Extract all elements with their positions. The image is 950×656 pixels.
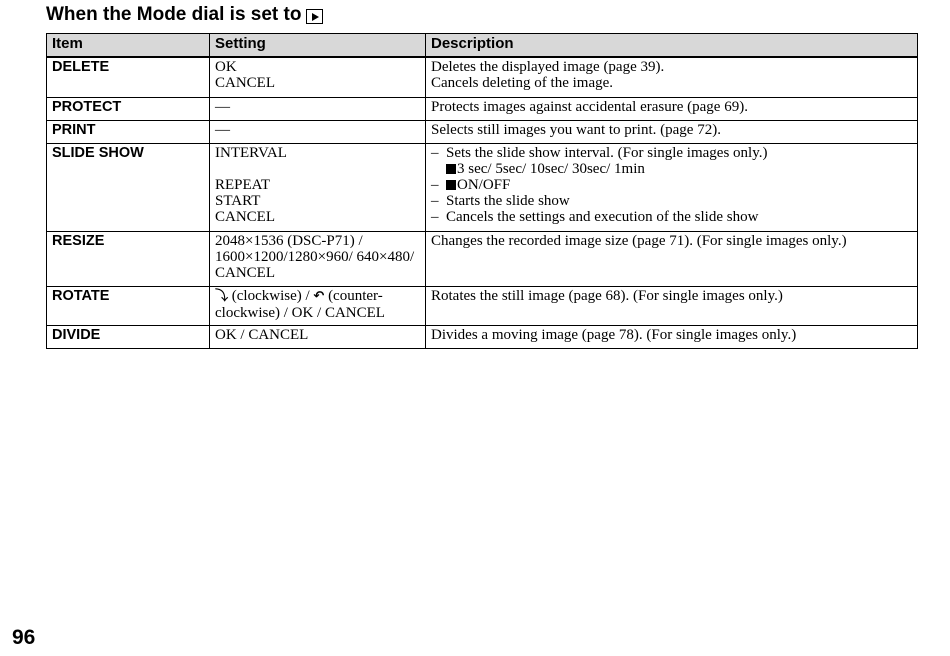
table-row: [47, 286, 918, 325]
setting-value: CANCEL: [215, 264, 275, 281]
description-text: Deletes the displayed image (page 39).: [431, 59, 665, 75]
description-cell: [426, 97, 918, 120]
description-text: Protects images against accidental erasure (page 69).: [431, 98, 748, 115]
square-bullet-icon: [446, 164, 456, 174]
description-text: Cancels the settings and execution of the slide show: [446, 209, 759, 226]
setting-value: REPEAT: [215, 176, 271, 193]
description-text: Rotates the still image (page 68). (For single images only.): [431, 287, 783, 304]
description-list-item: – Sets the slide show interval. (For single images only.): [431, 144, 768, 161]
page-title: [46, 4, 323, 26]
setting-value: 1600×1200/1280×960/ 640×480/: [215, 248, 415, 265]
description-cell: [426, 143, 918, 231]
setting-value: (counter-: [328, 287, 383, 304]
setting-value: INTERVAL: [215, 144, 287, 161]
setting-value: START: [215, 193, 261, 210]
description-text: Changes the recorded image size (page 71). (For single images only.): [431, 232, 847, 249]
setting-cell: [210, 97, 426, 120]
page-number: 96: [12, 626, 36, 649]
setting-value: (clockwise) /: [231, 287, 310, 304]
page-title-text: When the Mode dial is set to: [46, 4, 302, 25]
table-header-row: [47, 34, 918, 58]
setting-spacer: [215, 161, 420, 177]
description-cell: [426, 325, 918, 348]
setting-cell: [210, 325, 426, 348]
setting-value: CANCEL: [215, 209, 275, 226]
setting-cell: [210, 231, 426, 286]
item-cell: PROTECT: [47, 97, 210, 120]
setting-value: OK / CANCEL: [215, 326, 309, 343]
rotate-counterclockwise-icon: ↶: [313, 288, 325, 304]
setting-value: clockwise) / OK / CANCEL: [215, 304, 385, 321]
setting-value: —: [215, 121, 230, 138]
description-cell: [426, 57, 918, 97]
item-cell: ROTATE: [47, 286, 210, 325]
setting-cell: [210, 57, 426, 97]
column-header-setting: Setting: [210, 34, 426, 58]
setting-value: 2048×1536 (DSC-P71) /: [215, 232, 363, 249]
rotate-clockwise-icon: ⤵: [215, 288, 229, 304]
table-row: [47, 57, 918, 97]
table-row: [47, 120, 918, 143]
description-cell: [426, 286, 918, 325]
description-list-item: [431, 161, 912, 177]
setting-value: CANCEL: [215, 75, 275, 92]
item-cell: PRINT: [47, 120, 210, 143]
setting-cell: [210, 120, 426, 143]
description-text: ON/OFF: [457, 176, 511, 193]
table-row: [47, 325, 918, 348]
item-cell: SLIDE SHOW: [47, 143, 210, 231]
setting-value: —: [215, 98, 230, 115]
setting-value: OK: [215, 59, 237, 75]
description-text: Cancels deleting of the image.: [431, 75, 614, 92]
rotate-options-line: [215, 288, 420, 305]
description-text: Selects still images you want to print. (page 72).: [431, 121, 721, 138]
item-cell: DELETE: [47, 57, 210, 97]
playback-icon: [306, 9, 323, 24]
setting-cell: [210, 143, 426, 231]
settings-table: [46, 33, 918, 349]
description-list-item: – Starts the slide show: [431, 193, 570, 210]
description-text: Sets the slide show interval. (For single images only.): [446, 144, 768, 161]
description-text: Starts the slide show: [446, 193, 570, 210]
table-row: [47, 97, 918, 120]
description-text: 3 sec/ 5sec/ 10sec/ 30sec/ 1min: [457, 160, 645, 177]
table-row: [47, 143, 918, 231]
item-cell: DIVIDE: [47, 325, 210, 348]
square-bullet-icon: [446, 180, 456, 190]
column-header-item: Item: [47, 34, 210, 58]
description-list-item: – ON/OFF: [431, 176, 511, 193]
description-cell: [426, 120, 918, 143]
setting-cell: [210, 286, 426, 325]
description-cell: [426, 231, 918, 286]
description-text: Divides a moving image (page 78). (For single images only.): [431, 326, 797, 343]
item-cell: RESIZE: [47, 231, 210, 286]
column-header-description: Description: [426, 34, 918, 58]
table-row: [47, 231, 918, 286]
description-list-item: – Cancels the settings and execution of the slide show: [431, 209, 759, 226]
